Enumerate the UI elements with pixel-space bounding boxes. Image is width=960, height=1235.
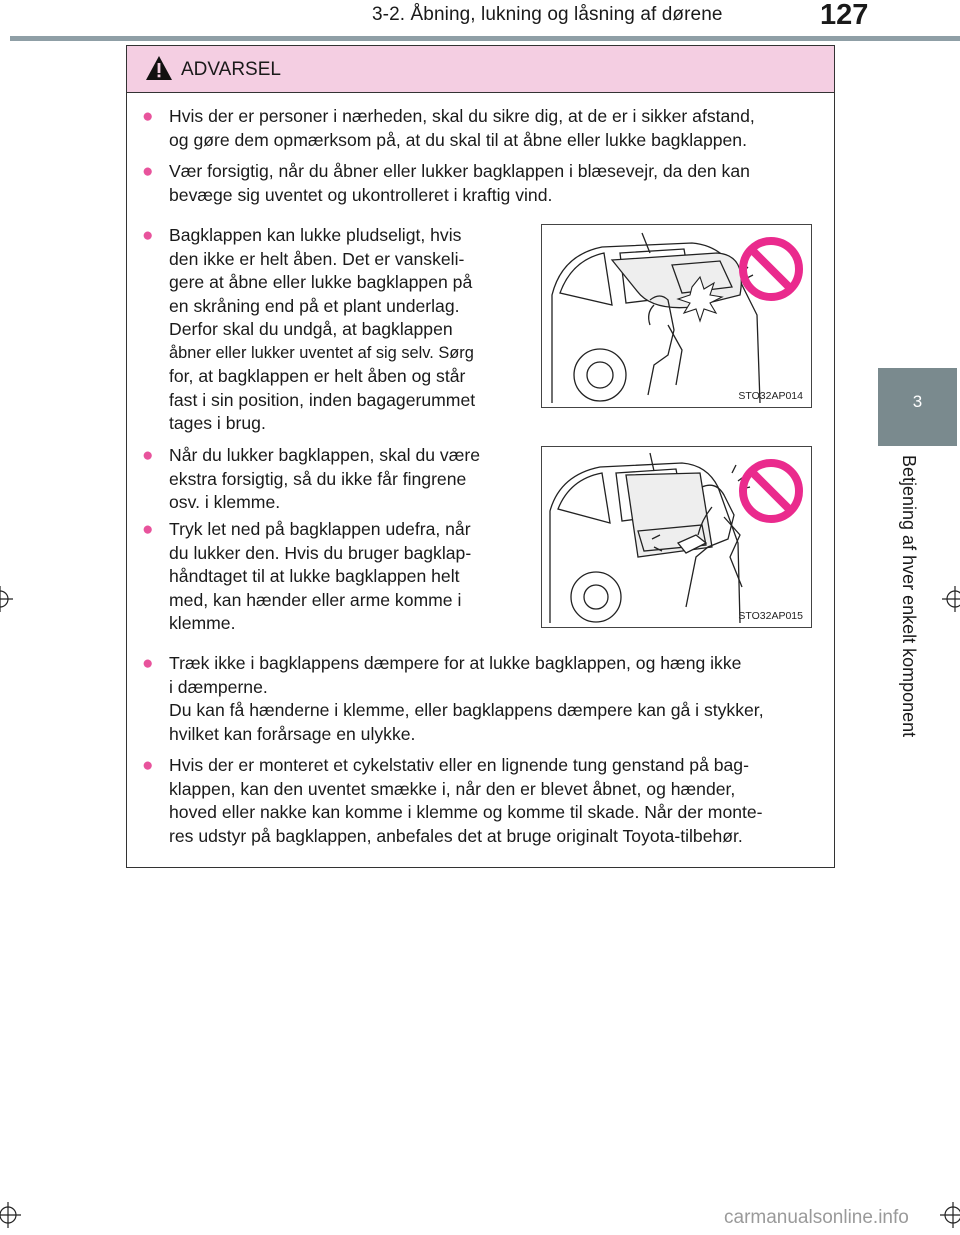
item-line: for, at bagklappen er helt åben og står — [169, 366, 466, 386]
watermark: carmanualsonline.info — [724, 1207, 909, 1228]
item-line: åbner eller lukker uventet af sig selv. Sørg — [169, 343, 474, 362]
item-line: Træk ikke i bagklappens dæmpere for at lukke bagklappen, og hæng ikke — [169, 653, 742, 673]
bullet-icon: ● — [142, 653, 154, 674]
prohibited-icon — [743, 463, 799, 519]
bullet-icon: ● — [142, 161, 154, 182]
warning-label: ADVARSEL — [181, 59, 281, 80]
car-tailgate-drawing — [542, 447, 811, 627]
item-line: Du kan få hænderne i klemme, eller bagklappens dæmpere kan gå i stykker, — [169, 700, 764, 720]
item-line: du lukker den. Hvis du bruger bagklap- — [169, 542, 472, 563]
item-line: i dæmperne. — [169, 676, 268, 697]
bullet-icon: ● — [142, 106, 154, 127]
warning-item — [142, 224, 523, 436]
item-line: en skråning end på et plant underlag. — [169, 295, 460, 316]
figure-code: STO32AP014 — [738, 390, 803, 402]
bullet-icon: ● — [142, 755, 154, 776]
bullet-icon: ● — [142, 225, 154, 246]
warning-item — [142, 160, 827, 207]
tailgate-illustration-2 — [541, 446, 812, 628]
item-line: ekstra forsigtig, så du ikke får fingrene — [169, 468, 467, 489]
prohibited-icon — [743, 241, 799, 297]
item-line: Hvis der er monteret et cykelstativ eller en lignende tung genstand på bag- — [169, 755, 749, 775]
warning-triangle-icon — [144, 54, 174, 82]
warning-header — [127, 46, 834, 93]
item-line: hvilket kan forårsage en ulykke. — [169, 723, 416, 744]
warning-item — [142, 105, 827, 152]
crop-mark-icon — [942, 586, 960, 612]
item-line: gere at åbne eller lukke bagklappen på — [169, 272, 473, 292]
item-line: Bagklappen kan lukke pludseligt, hvis — [169, 225, 462, 245]
crop-mark-icon — [940, 1202, 960, 1228]
item-line: hoved eller nakke kan komme i klemme og komme til skade. Når der monte- — [169, 802, 763, 822]
item-line: Hvis der er personer i nærheden, skal du sikre dig, at de er i sikker afstand, — [169, 106, 755, 126]
item-line: Tryk let ned på bagklappen udefra, når — [169, 519, 471, 539]
bullet-icon: ● — [142, 519, 154, 540]
chapter-title: Betjening af hver enkelt komponent — [899, 455, 919, 738]
item-line: Derfor skal du undgå, at bagklappen — [169, 319, 453, 339]
item-line: håndtaget til at lukke bagklappen helt — [169, 566, 460, 586]
warning-item — [142, 518, 523, 636]
chapter-tab — [878, 368, 957, 446]
bullet-icon: ● — [142, 445, 154, 466]
tailgate-illustration-1 — [541, 224, 812, 408]
car-tailgate-drawing — [542, 225, 811, 407]
item-line: res udstyr på bagklappen, anbefales det at bruge originalt Toyota-tilbehør. — [169, 825, 743, 846]
item-line: klappen, kan den uventet smække i, når den er blevet åbnet, og hænder, — [169, 778, 736, 799]
item-line: fast i sin position, inden bagagerummet — [169, 389, 476, 410]
crop-mark-icon — [0, 586, 13, 612]
warning-item — [142, 652, 827, 746]
item-line: osv. i klemme. — [169, 492, 281, 512]
item-line: tages i brug. — [169, 413, 266, 433]
header-rule — [10, 36, 960, 41]
item-line: den ikke er helt åben. Det er vanskeli- — [169, 248, 465, 269]
warning-item — [142, 444, 523, 515]
item-line: med, kan hænder eller arme komme i — [169, 589, 462, 610]
item-line: og gøre dem opmærksom på, at du skal til at åbne eller lukke bagklappen. — [169, 129, 747, 150]
section-title: 3-2. Åbning, lukning og låsning af dørene — [372, 4, 723, 25]
item-line: klemme. — [169, 613, 236, 633]
chapter-number: 3 — [912, 392, 923, 411]
warning-item — [142, 754, 827, 848]
item-line: Vær forsigtig, når du åbner eller lukker bagklappen i blæsevejr, da den kan — [169, 161, 750, 181]
crop-mark-icon — [0, 1202, 21, 1228]
page-number: 127 — [820, 0, 869, 31]
item-line: Når du lukker bagklappen, skal du være — [169, 445, 480, 465]
figure-code: STO32AP015 — [738, 610, 803, 622]
item-line: bevæge sig uventet og ukontrolleret i kraftig vind. — [169, 184, 553, 205]
